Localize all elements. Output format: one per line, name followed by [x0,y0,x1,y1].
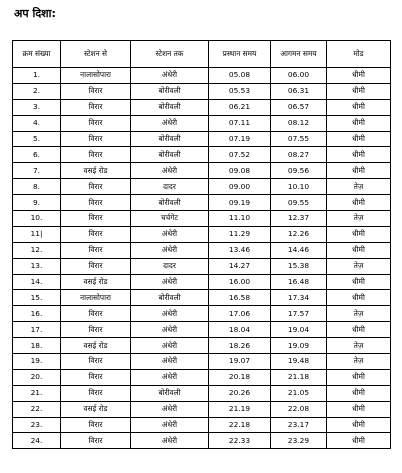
cell-arrival-time: 16.48 [271,274,327,290]
cell-serial: 4. [13,115,61,131]
cell-departure-time: 06.21 [209,99,271,115]
cell-to-station: चर्चगेट [131,211,209,227]
train-timetable [12,40,391,449]
cell-from-station: विरार [61,417,131,433]
cell-to-station: अंधेरी [131,417,209,433]
cell-to-station: अंधेरी [131,433,209,449]
cell-serial: 15. [13,290,61,306]
table-row [13,274,391,290]
cell-serial: 24. [13,433,61,449]
table-row [13,211,391,227]
cell-arrival-time: 17.57 [271,306,327,322]
cell-mode: धीमी [327,242,391,258]
cell-arrival-time: 17.34 [271,290,327,306]
cell-from-station: विरार [61,385,131,401]
cell-mode: धीमी [327,131,391,147]
cell-to-station: दादर [131,179,209,195]
cell-departure-time: 22.18 [209,417,271,433]
table-row [13,68,391,84]
cell-to-station: अंधेरी [131,163,209,179]
cell-departure-time: 21.19 [209,401,271,417]
cell-serial: 6. [13,147,61,163]
column-header-departure-time: प्रस्थान समय [209,41,271,68]
cell-from-station: वसई रोड [61,338,131,354]
cell-mode: धीमी [327,83,391,99]
cell-from-station: विरार [61,433,131,449]
cell-from-station: विरार [61,211,131,227]
cell-arrival-time: 08.27 [271,147,327,163]
table-row [13,306,391,322]
cell-mode: धीमी [327,417,391,433]
cell-serial: 8. [13,179,61,195]
cell-to-station: अंधेरी [131,274,209,290]
cell-mode: तेज़ [327,258,391,274]
cell-mode: धीमी [327,369,391,385]
cell-serial: 18. [13,338,61,354]
cell-departure-time: 13.46 [209,242,271,258]
cell-to-station: अंधेरी [131,306,209,322]
cell-from-station: वसई रोड [61,274,131,290]
table-row [13,163,391,179]
cell-to-station: बोरीवली [131,99,209,115]
cell-departure-time: 07.19 [209,131,271,147]
cell-mode: धीमी [327,274,391,290]
table-row [13,195,391,211]
cell-departure-time: 16.58 [209,290,271,306]
cell-mode: धीमी [327,401,391,417]
cell-to-station: बोरीवली [131,195,209,211]
table-row [13,131,391,147]
cell-to-station: बोरीवली [131,147,209,163]
cell-departure-time: 05.53 [209,83,271,99]
cell-serial: 2. [13,83,61,99]
table-row [13,99,391,115]
cell-arrival-time: 06.00 [271,68,327,84]
cell-mode: धीमी [327,147,391,163]
cell-to-station: अंधेरी [131,369,209,385]
column-header-to-station: स्टेशन तक [131,41,209,68]
table-row [13,242,391,258]
cell-serial: 13. [13,258,61,274]
table-body [13,68,391,449]
cell-departure-time: 09.08 [209,163,271,179]
cell-departure-time: 19.07 [209,354,271,370]
cell-serial: 1. [13,68,61,84]
cell-arrival-time: 23.17 [271,417,327,433]
cell-from-station: नालासोपारा [61,68,131,84]
cell-arrival-time: 19.48 [271,354,327,370]
cell-from-station: विरार [61,242,131,258]
cell-arrival-time: 06.31 [271,83,327,99]
cell-from-station: विरार [61,354,131,370]
cell-mode: धीमी [327,322,391,338]
cell-to-station: अंधेरी [131,322,209,338]
cell-to-station: अंधेरी [131,115,209,131]
cell-arrival-time: 09.56 [271,163,327,179]
cell-from-station: विरार [61,258,131,274]
cell-arrival-time: 09.55 [271,195,327,211]
cell-from-station: विरार [61,179,131,195]
table-row [13,322,391,338]
table-row [13,401,391,417]
cell-serial: 3. [13,99,61,115]
cell-mode: धीमी [327,290,391,306]
cell-from-station: विरार [61,147,131,163]
header-row [13,41,391,68]
cell-departure-time: 18.26 [209,338,271,354]
cell-arrival-time: 15.38 [271,258,327,274]
cell-mode: धीमी [327,385,391,401]
cell-serial: 23. [13,417,61,433]
column-header-arrival-time: आगमन समय [271,41,327,68]
cell-to-station: अंधेरी [131,401,209,417]
cell-serial: 19. [13,354,61,370]
cell-from-station: वसई रोड [61,401,131,417]
cell-arrival-time: 08.12 [271,115,327,131]
cell-serial: 17. [13,322,61,338]
table-row [13,147,391,163]
cell-to-station: बोरीवली [131,385,209,401]
cell-mode: धीमी [327,115,391,131]
cell-departure-time: 18.04 [209,322,271,338]
cell-mode: धीमी [327,433,391,449]
cell-mode: धीमी [327,99,391,115]
cell-mode: धीमी [327,68,391,84]
cell-to-station: अंधेरी [131,226,209,242]
cell-serial: 12. [13,242,61,258]
cell-from-station: विरार [61,83,131,99]
cell-arrival-time: 12.37 [271,211,327,227]
table-row [13,433,391,449]
table-row [13,385,391,401]
cell-mode: तेज़ [327,338,391,354]
cell-arrival-time: 12.26 [271,226,327,242]
cell-to-station: अंधेरी [131,354,209,370]
cell-departure-time: 20.18 [209,369,271,385]
table-row [13,115,391,131]
table-row [13,179,391,195]
cell-from-station: वसई रोड [61,163,131,179]
cell-to-station: बोरीवली [131,290,209,306]
table-row [13,417,391,433]
cell-departure-time: 07.11 [209,115,271,131]
cell-from-station: विरार [61,131,131,147]
cell-serial: 16. [13,306,61,322]
cell-departure-time: 16.00 [209,274,271,290]
cell-serial: 22. [13,401,61,417]
table-row [13,290,391,306]
cell-to-station: अंधेरी [131,338,209,354]
cell-mode: तेज़ [327,306,391,322]
cell-departure-time: 22.33 [209,433,271,449]
cell-serial: 5. [13,131,61,147]
table-row [13,83,391,99]
cell-from-station: विरार [61,226,131,242]
cell-mode: धीमी [327,226,391,242]
cell-serial: 10. [13,211,61,227]
table-row [13,226,391,242]
column-header-serial: क्रम संख्या [13,41,61,68]
cell-from-station: विरार [61,306,131,322]
column-header-mode: मोड [327,41,391,68]
cell-to-station: बोरीवली [131,83,209,99]
cell-departure-time: 05.08 [209,68,271,84]
cell-departure-time: 11.29 [209,226,271,242]
cell-arrival-time: 19.04 [271,322,327,338]
cell-departure-time: 09.19 [209,195,271,211]
cell-mode: धीमी [327,195,391,211]
cell-from-station: विरार [61,369,131,385]
cell-serial: 20. [13,369,61,385]
cell-to-station: अंधेरी [131,242,209,258]
cell-departure-time: 07.52 [209,147,271,163]
cell-arrival-time: 22.08 [271,401,327,417]
cell-departure-time: 14.27 [209,258,271,274]
cell-arrival-time: 19.09 [271,338,327,354]
cell-serial: 21. [13,385,61,401]
cell-arrival-time: 21.18 [271,369,327,385]
cell-departure-time: 11.10 [209,211,271,227]
cell-departure-time: 09.00 [209,179,271,195]
cell-mode: तेज़ [327,211,391,227]
cell-from-station: विरार [61,115,131,131]
cell-from-station: विरार [61,195,131,211]
cell-mode: तेज़ [327,179,391,195]
cell-to-station: अंधेरी [131,68,209,84]
cell-arrival-time: 14.46 [271,242,327,258]
table-row [13,258,391,274]
cell-departure-time: 20.26 [209,385,271,401]
cell-arrival-time: 21.05 [271,385,327,401]
table-row [13,369,391,385]
cell-arrival-time: 10.10 [271,179,327,195]
cell-serial: 11| [13,226,61,242]
column-header-from-station: स्टेशन से [61,41,131,68]
cell-serial: 9. [13,195,61,211]
cell-serial: 7. [13,163,61,179]
cell-to-station: बोरीवली [131,131,209,147]
table-row [13,354,391,370]
cell-arrival-time: 07.55 [271,131,327,147]
table-row [13,338,391,354]
cell-arrival-time: 06.57 [271,99,327,115]
cell-to-station: दादर [131,258,209,274]
section-heading: अप दिशा: [14,7,56,20]
cell-departure-time: 17.06 [209,306,271,322]
cell-serial: 14. [13,274,61,290]
cell-mode: तेज़ [327,354,391,370]
cell-mode: धीमी [327,163,391,179]
cell-arrival-time: 23.29 [271,433,327,449]
cell-from-station: नालासोपारा [61,290,131,306]
cell-from-station: विरार [61,322,131,338]
cell-from-station: विरार [61,99,131,115]
